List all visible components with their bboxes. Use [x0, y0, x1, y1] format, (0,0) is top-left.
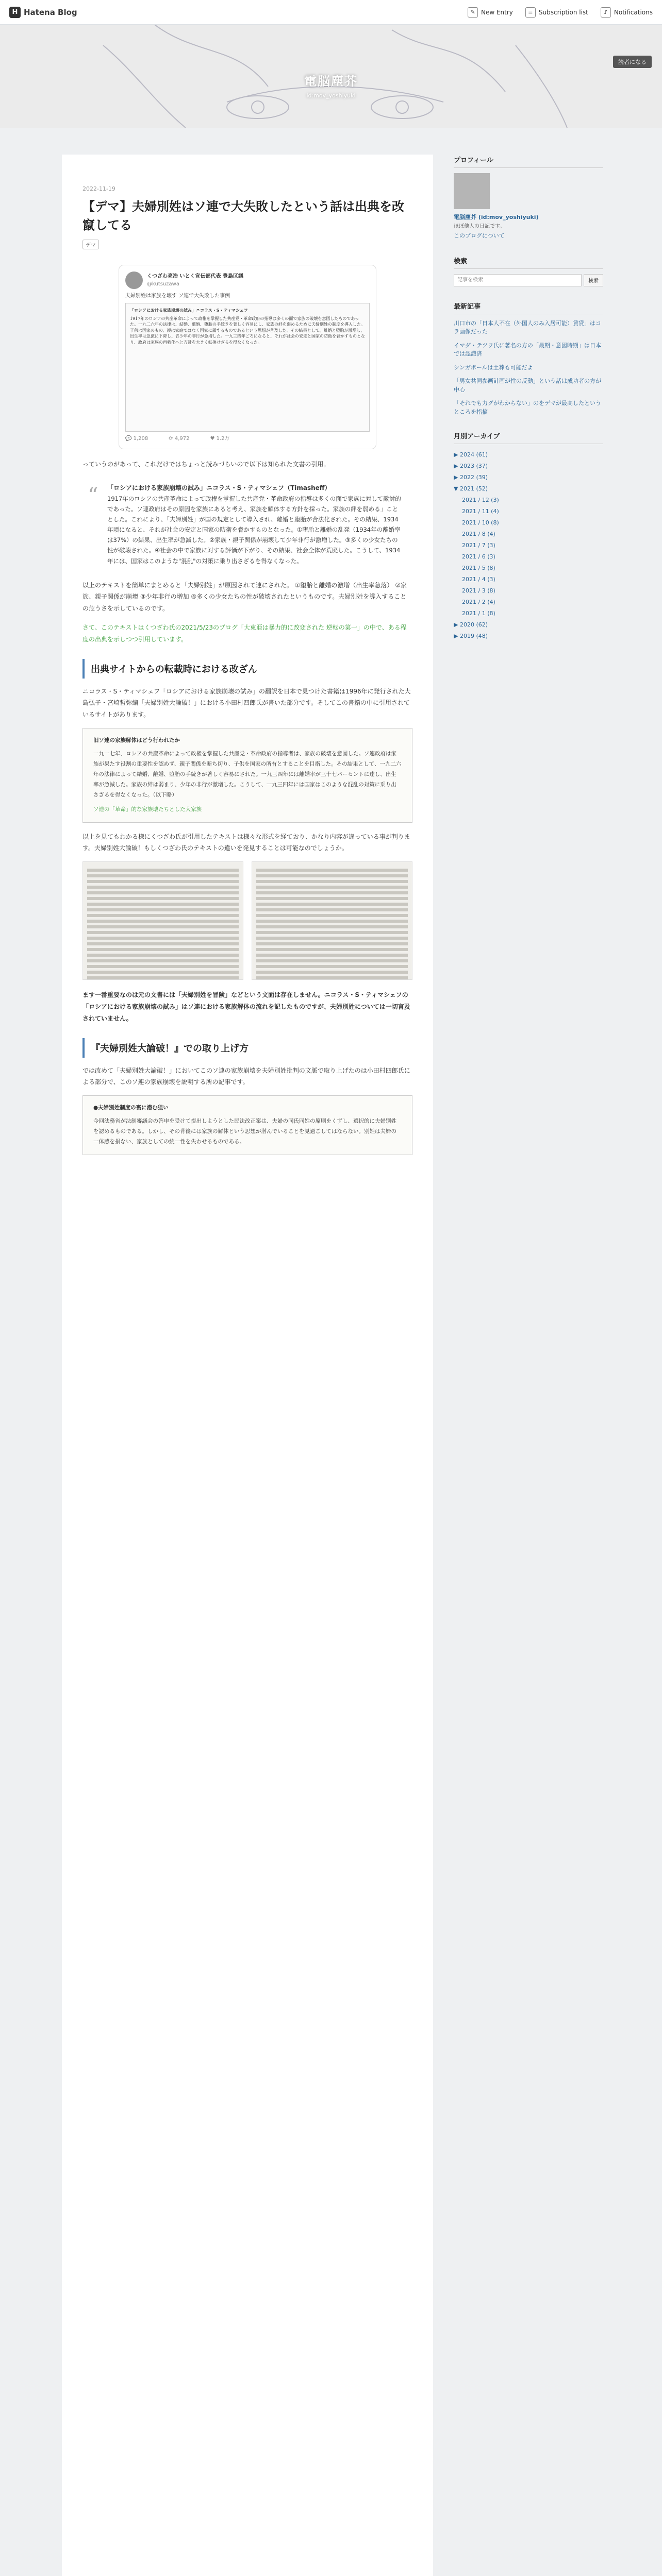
scanned-text [82, 728, 412, 823]
reply-value: 1,208 [133, 436, 148, 442]
module-heading: 検索 [454, 256, 603, 269]
quote-icon: “ [88, 483, 98, 507]
recent-entry-link[interactable]: 川口市の「日本人不在（外国人のみ入居可能）賃貸」はコラ画像だった [454, 319, 601, 335]
profile-name[interactable]: 電脳塵芥 (id:mov_yoshiyuki) [454, 214, 539, 221]
paragraph: 以上のテキストを簡単にまとめると「夫婦別姓」が原因されて連にされた。 ①堕胎と離婚の激増（出生率急落） ②家族、親子関係が崩壊 ③少年非行の増加 ④多くの少女たちの性が破壊されたというものです。夫婦別姓を導入することの危うさを示しているのです。 [82, 581, 407, 613]
archive-year[interactable]: ▶ 2024 (61) [454, 451, 488, 459]
hatena-logo-icon: H [9, 7, 21, 18]
archive-month[interactable]: 2021 / 8 (4) [462, 531, 495, 538]
archive-year[interactable]: ▶ 2023 (37) [454, 463, 488, 470]
tweet-image-title: 「ロシアにおける家族崩壊の試み」ニコラス・S・ティマシェフ [130, 308, 248, 313]
recent-list [454, 319, 603, 417]
tweet-author[interactable]: くつざわ亮治 いとく宣伝部代表 豊島区議 [147, 274, 243, 279]
retweet-value: 4,972 [174, 436, 190, 442]
quote-title: 「ロシアにおける家族崩壊の試み」ニコラス・S・ティマシェフ（Timasheff） [107, 484, 331, 492]
tweet-handle: @kutsuzawa [147, 281, 179, 287]
embedded-tweet[interactable] [119, 265, 376, 449]
article-title[interactable]: 【デマ】夫婦別姓はソ連で大失敗したという話は出典を改竄してる [82, 199, 404, 232]
search-form [454, 274, 603, 286]
book-photo[interactable] [82, 861, 243, 980]
archive-year[interactable]: ▶ 2020 (62) [454, 621, 488, 629]
recent-entry-link[interactable]: 「それでも力グがわからない」のをデマが最高したというところを指摘 [454, 400, 601, 415]
book-photo[interactable] [252, 861, 412, 980]
profile-avatar[interactable] [454, 173, 490, 209]
nav-label: New Entry [481, 8, 513, 16]
top-bar [0, 0, 662, 25]
blockquote [82, 478, 412, 571]
archive-year[interactable]: ▼ 2021 (52) [454, 485, 488, 493]
archive-month[interactable]: 2021 / 10 (8) [462, 519, 499, 527]
paragraph: っていうのがあって、これだけではちょっと読みづらいので以下は知られた文書の引用。 [82, 461, 330, 468]
archive-list [454, 449, 603, 642]
list-icon: ≡ [525, 7, 536, 18]
scanned-text [82, 1095, 412, 1155]
module-heading: 最新記事 [454, 301, 603, 314]
recent-entries-module [454, 301, 603, 417]
archive-month[interactable]: 2021 / 2 (4) [462, 599, 495, 606]
quote-body: 1917年のロシアの共産革命によって政権を掌握した共産党・革命政府の指導は多くの面で家族に対して敵対的であった。ソ連政府はその原因を家族にあると考え、家族を解体する方針を採った。家族の絆を弱める」こととした。これにより、「夫婦別姓」が国の規定として導入され、離婚と堕胎が合法化された。その結果、1934年頃になると、それが社会の安定と国家の防衛を脅かすものとなった。①堕胎と離婚の乱発（1934年の離婚率は37%）の結果、出生率が急減した。②家族・親子関係が崩壊して少年非行が激増した。③多くの少女たちの性が破壊された。④社会の中で家族に対する評価が下がり、その結果、社会全体が荒廃した。こうして、1934年には、国家はこのような"混乱"の対策に乗り出さざるを得なくなった。 [107, 495, 401, 565]
blog-title-block [304, 71, 358, 99]
nav-label: Notifications [614, 8, 653, 16]
archive-month[interactable]: 2021 / 11 (4) [462, 508, 499, 515]
notifications-link[interactable] [601, 7, 653, 18]
recent-entry-link[interactable]: 「男女共同参画計画が性の反動」という話は成功者の方が中心 [454, 378, 601, 393]
blog-header [0, 25, 662, 128]
recent-entry-link[interactable]: シンガポールは土葬も可能だよ [454, 364, 533, 371]
new-entry-link[interactable] [468, 7, 513, 18]
article [62, 155, 433, 2576]
sidebar [454, 155, 603, 656]
scan-body: 今回法務省が法制審議会の答申を受けて提出しようとした民法改正案は、夫婦の同氏同姓の原則をくずし、選択的に夫婦別姓を認めるものである。しかし、その背後には家族の解体という思想が潜んでいることを見過ごしてはならない。別姓は夫婦の一体感を損ない、家族としての統一性を失わせるものである。 [93, 1118, 396, 1145]
pencil-icon: ✎ [468, 7, 478, 18]
paragraph-highlight: さて、このテキストはくつざわ氏の2021/5/23のブログ「大東亜は暴力的に改変された 逆転の第一」の中で、ある程度の出典を示しつつ引用しています。 [82, 624, 407, 643]
tweet-image[interactable] [125, 303, 370, 432]
like-value: 1.2万 [216, 436, 230, 442]
article-tag[interactable]: デマ [82, 240, 99, 249]
archive-month[interactable]: 2021 / 5 (8) [462, 565, 495, 572]
article-date[interactable]: 2022-11-19 [82, 185, 115, 192]
retweet-count[interactable]: ⟳ 4,972 [169, 436, 190, 442]
tweet-image-body: 1917年のロシアの共産革命によって政権を掌握した共産党・革命政府の指導は多くの面で家族の破壊を意図したものであった。一九二六年の法律は、結婚、離婚、堕胎の手続きを著しく容易にし、家族の絆を弱めるために夫婦別姓の制度を導入した。子供は国家のもの、親は家庭ではなく国家に属するものであるという思想が普及した。その結果として、離婚と堕胎が激増し、出生率は急激に下降し、青少年の非行が急増した。一九三四年ごろになると、それが社会の安定と国家の防衛を脅かすものとなり、政府は家族の再強化へと方針を大きく転換せざるを得なくなった。 [130, 316, 365, 345]
recent-entry-link[interactable]: イマダ・テツヲ氏に著名の方の「最期・意図時期」は日本では認識済 [454, 342, 601, 358]
about-blog-link[interactable]: このブログについて [454, 232, 505, 239]
archive-module [454, 431, 603, 642]
tweet-header [125, 272, 370, 289]
archive-month[interactable]: 2021 / 4 (3) [462, 576, 495, 583]
scan-body: 一九一七年、ロシアの共産革命によって政権を掌握した共産党・革命政府の指導者は、家族の破壊を意図した。ソ連政府は家族が果たす役割の重要性を認めず、親子関係を断ち切り、子供を国家の所有とすることを目指した。その結果として、一九二六年の法律によって結婚、離婚、堕胎の手続きが著しく容易にされた。一九三四年には離婚率が三十七パーセントに達し、出生率が急減した。家族の絆は弱まり、少年の非行が激増した。こうして、一九三四年には国家はこのような混乱の対策に乗り出さざるを得なくなった。（以下略） [93, 750, 402, 798]
subscribe-button[interactable]: 読者になる [613, 56, 652, 68]
archive-month[interactable]: 2021 / 7 (3) [462, 542, 495, 549]
paragraph: では改めて「夫婦別姓大論破！」においてこのソ連の家族崩壊を夫婦別姓批判の文脈で取り上げたのは小田村四郎氏による部分で、このソ連の家族崩壊を説明する所の記事です。 [82, 1066, 410, 1086]
profile-module [454, 155, 603, 241]
blog-title[interactable]: 電脳塵芥 [304, 74, 358, 89]
archive-month[interactable]: 2021 / 3 (8) [462, 587, 495, 595]
hatena-logo-text: Hatena Blog [24, 7, 77, 17]
paragraph: 以上を見てもわかる様にくつざわ氏が引用したテキストは様々な形式を経ており、かなり内容が違っている事が判ります。夫婦別姓大論破！もしくつざわ氏のテキストの違いを発見することは可能なのでしょうか。 [82, 833, 410, 852]
scan-title: 旧ソ連の家族解体はどう行われたか [93, 737, 180, 744]
archive-month[interactable]: 2021 / 6 (3) [462, 553, 495, 561]
archive-year[interactable]: ▶ 2022 (39) [454, 474, 488, 481]
tweet-text: 夫婦別姓は家族を壊す ソ連で大失敗した事例 [125, 293, 230, 299]
section-heading: 『夫婦別姓大論破！』での取り上げ方 [82, 1038, 412, 1058]
avatar[interactable] [125, 272, 143, 289]
search-input[interactable] [454, 274, 582, 286]
top-nav [468, 7, 653, 18]
module-heading: プロフィール [454, 155, 603, 168]
hatena-logo[interactable] [9, 7, 77, 18]
scan-title: ●夫婦別姓制度の裏に潜む狙い [93, 1105, 169, 1111]
reply-count[interactable]: 💬 1,208 [125, 436, 148, 442]
paragraph: ニコラス・S・ティマシェフ「ロシアにおける家族崩壊の試み」の翻訳を日本で見つけた書籍は1996年に発行された大島弘子・宮崎哲弥編「夫婦別姓大論破！」における小田村四郎氏が書いた部分です。そしてこの書籍の中に引用されているサイトがあります。 [82, 687, 411, 719]
archive-month[interactable]: 2021 / 12 (3) [462, 497, 499, 504]
section-heading: 出典サイトからの転載時における改ざん [82, 659, 412, 679]
scan-source: ソ連の「革命」的な家族壊たちとした大家族 [93, 806, 202, 812]
search-module [454, 256, 603, 286]
archive-month[interactable]: 2021 / 1 (8) [462, 610, 495, 617]
module-heading: 月別アーカイブ [454, 431, 603, 444]
archive-year[interactable]: ▶ 2019 (48) [454, 633, 488, 640]
nav-label: Subscription list [538, 8, 588, 16]
profile-description: ほぼ他人の日記です。 [454, 223, 505, 229]
bell-icon: ♪ [601, 7, 611, 18]
search-button[interactable]: 検索 [584, 274, 603, 286]
like-count[interactable]: ♥ 1.2万 [210, 436, 230, 442]
blog-subtitle: id:mov_yoshiyuki [306, 92, 356, 99]
tweet-actions [125, 435, 370, 443]
paragraph-bold: ます一番重要なのは元の文書には「夫婦別姓を冒険」などという文面は存在しません。ニコラス・S・ティマシェフの「ロシアにおける家族崩壊の試み」はソ連における家族解体の流れを記したものですが、夫婦別姓については一切言及されていません。 [82, 991, 410, 1022]
photo-row [82, 861, 412, 980]
subscription-list-link[interactable] [525, 7, 588, 18]
